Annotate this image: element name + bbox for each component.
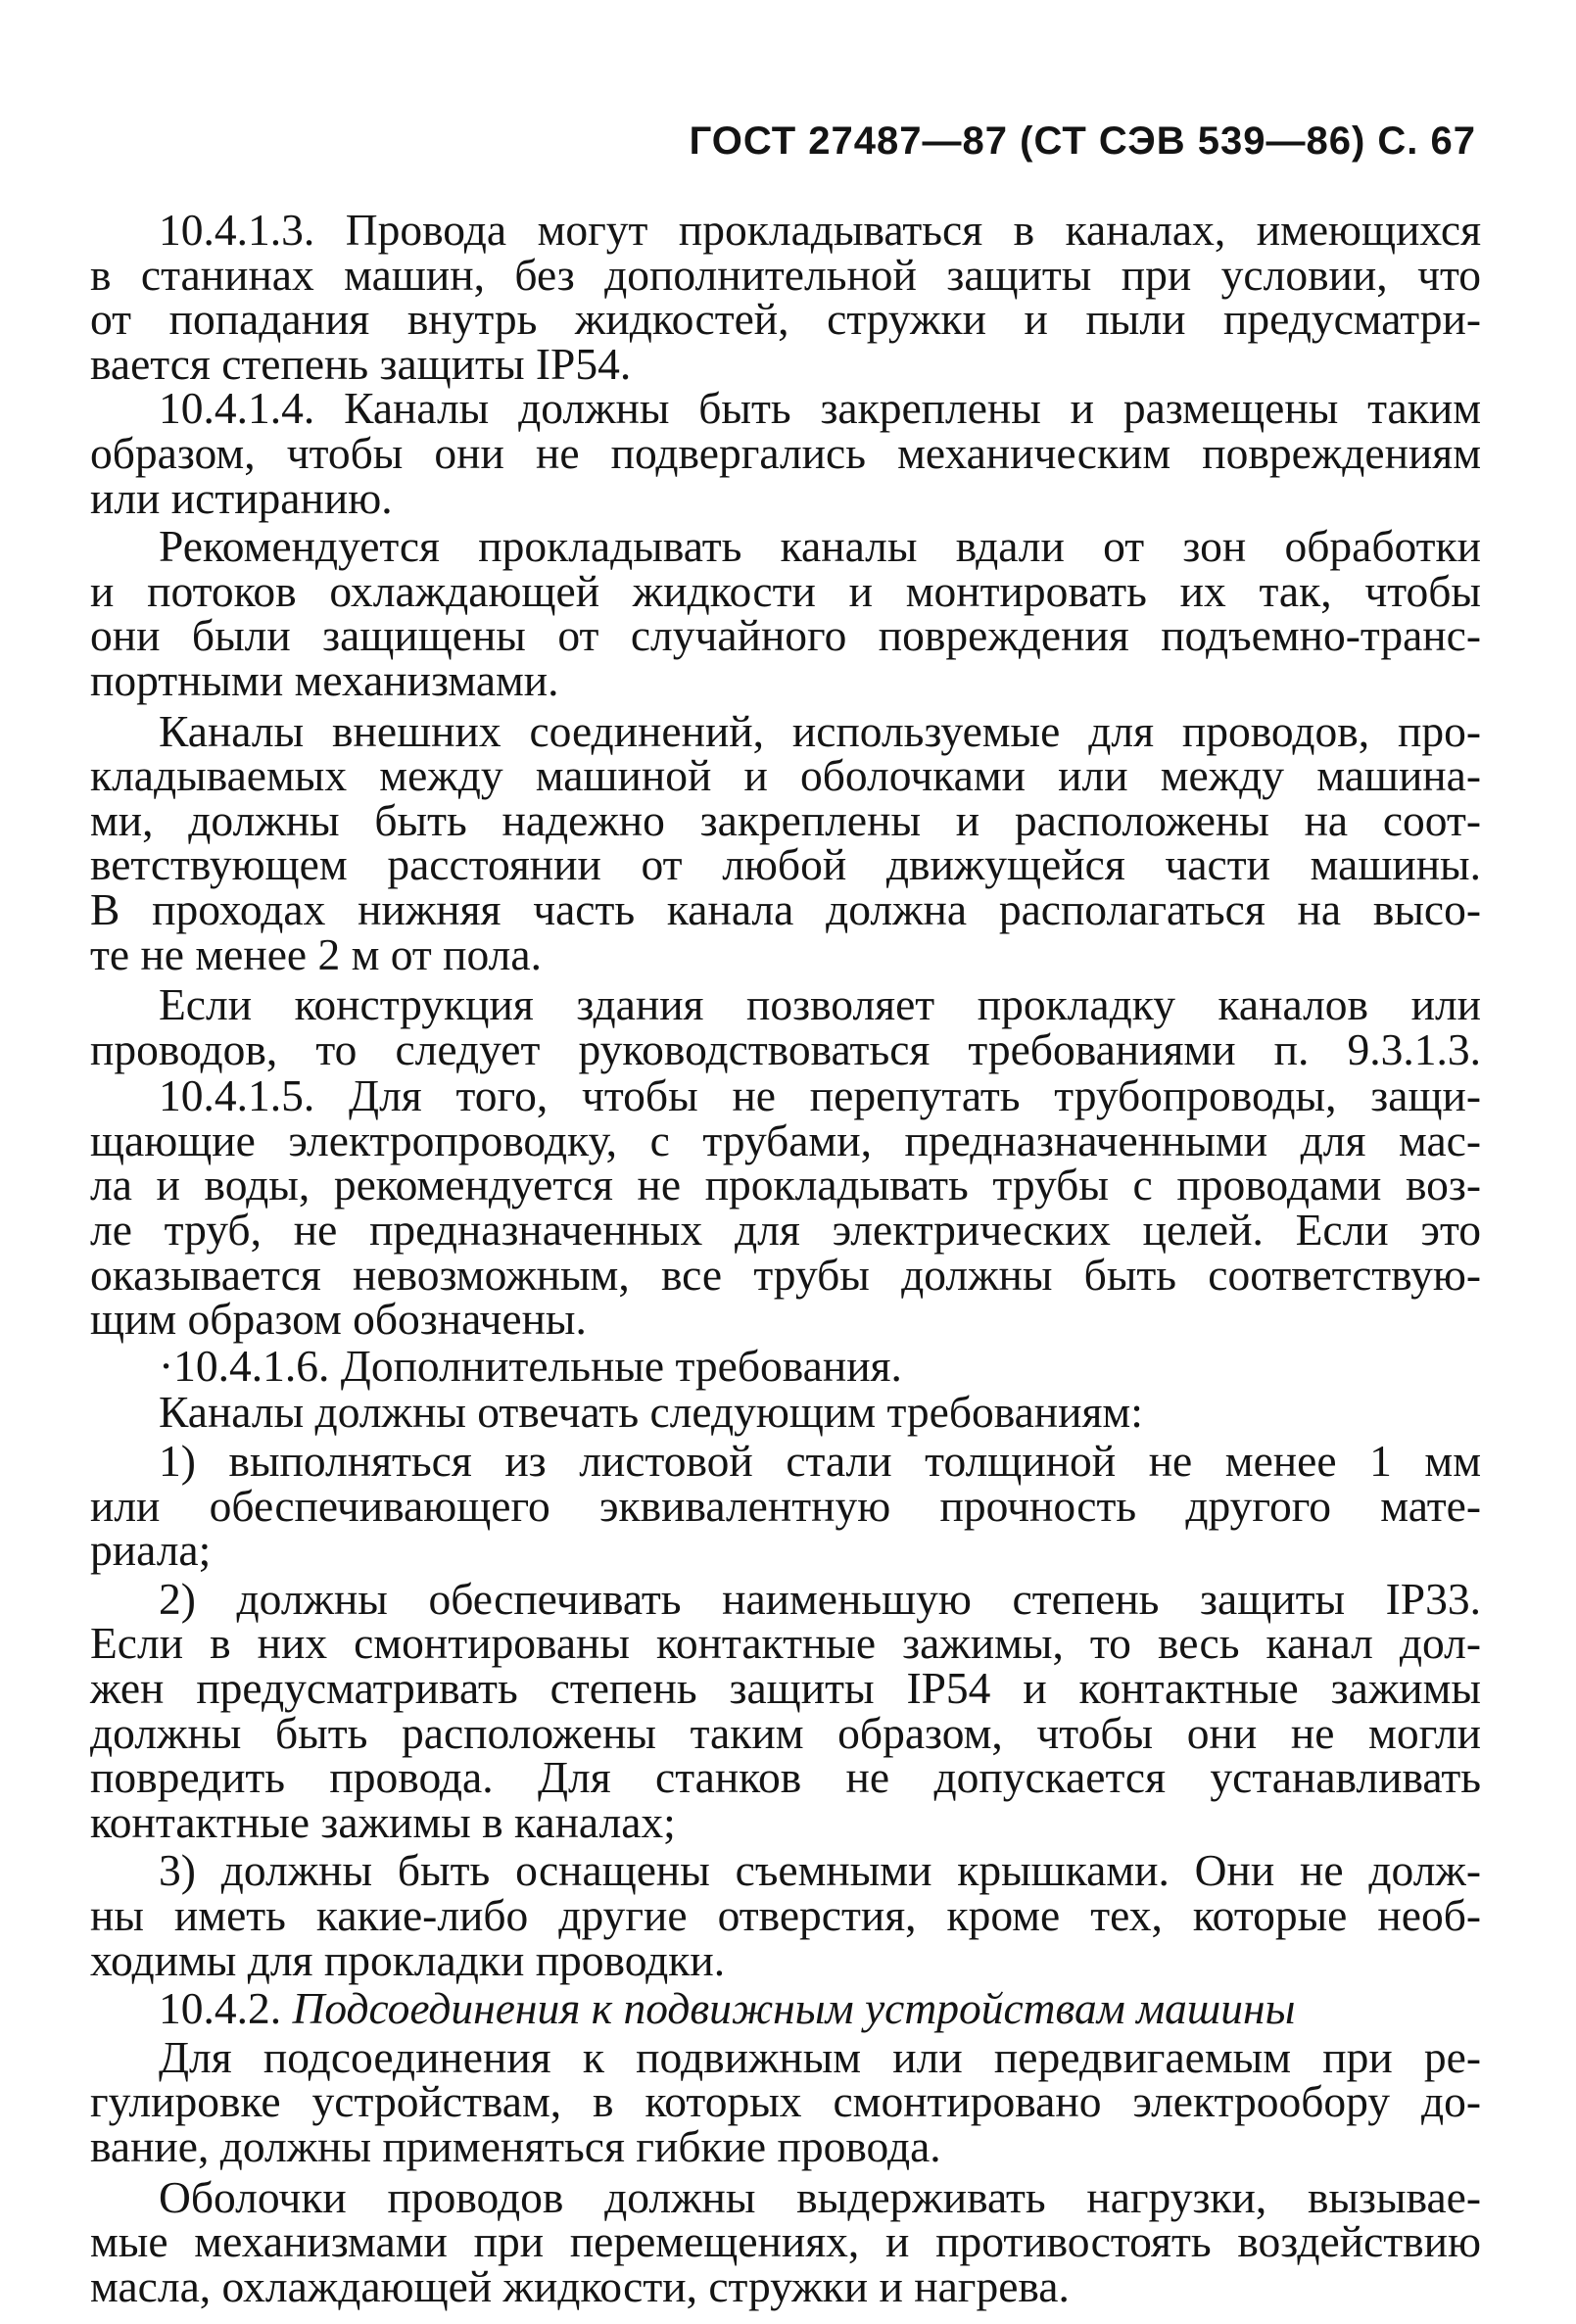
section-title-italic: Подсоединения к подвижным устройствам машины [292,1983,1296,2034]
text-line-content: щим образом обозначены. [90,1294,587,1345]
text-line-content: и потоков охлаждающей жидкости и монтировать их так, чтобы [90,565,1481,616]
text-line [90,883,1481,934]
text-line-content: масла, охлаждающей жидкости, стружки и нагрева. [90,2260,1070,2311]
text-line [90,1023,1481,1074]
text-line [90,1162,1481,1208]
text-line [90,1573,1481,1624]
text-line [90,383,1481,434]
text-line-content: Каналы должны отвечать следующим требованиям: [159,1387,1143,1438]
text-line-content: кладываемых между машиной и оболочками или между машина- [90,750,1481,801]
text-line [90,1525,1481,1576]
text-line [90,472,1481,523]
text-line-content: или истиранию. [90,472,393,523]
text-line-content: Каналы внешних соединений, используемые для проводов, про- [159,705,1481,756]
text-line-content: те не менее 2 м от пола. [90,928,542,979]
text-line [90,1387,1481,1438]
text-line [90,654,1481,705]
text-line [90,1340,1481,1391]
text-line [90,521,1481,572]
text-line-content: ветствующем расстоянии от любой движущейся части машины. [90,839,1481,890]
text-line-content: В проходах нижняя часть канала должна располагаться на высо- [90,883,1481,934]
text-line [90,1752,1481,1803]
text-line [90,1663,1481,1713]
text-line [90,338,1481,389]
text-line [90,750,1481,801]
text-line [90,1796,1481,1847]
text-line-content: вание, должны применяться гибкие провода. [90,2120,941,2171]
text-line [90,1983,1481,2034]
text-line [90,1294,1481,1345]
text-line [90,794,1481,845]
text-line-content: образом, чтобы они не подвергались механическим повреждениям [90,427,1481,478]
text-line [90,1934,1481,1985]
page-header: ГОСТ 27487—87 (СТ СЭВ 539—86) С. 67 [689,119,1476,163]
text-line-content: ны иметь какие-либо другие отверстия, кроме тех, которые необ- [90,1889,1481,1940]
text-line [90,610,1481,661]
text-line-content: 1) выполняться из листовой стали толщиной не менее 1 мм [159,1436,1481,1487]
text-line-content: повредить провода. Для станков не допускается устанавливать [90,1752,1481,1803]
text-line-content: или обеспечивающего эквивалентную прочность другого мате- [90,1480,1481,1531]
text-line [90,1845,1481,1896]
text-line [90,928,1481,979]
text-line-content: 10.4.1.4. Каналы должны быть закреплены и размещены таким [159,383,1481,434]
text-line [90,2260,1481,2311]
text-line-content: от попадания внутрь жидкостей, стружки и пыли предусматри- [90,294,1481,345]
text-line [90,1618,1481,1669]
text-line [90,2171,1481,2222]
text-line [90,705,1481,756]
text-line-content: ми, должны быть надежно закреплены и расположены на соот- [90,794,1481,845]
text-line-content: они были защищены от случайного повреждения подъемно-транс- [90,610,1481,661]
body-text [90,205,1481,2311]
text-line-content: контактные зажимы в каналах; [90,1796,676,1847]
text-line [90,565,1481,616]
text-line [90,294,1481,345]
text-line [90,1889,1481,1940]
text-line-content: должны быть расположены таким образом, чтобы они не могли [90,1707,1481,1758]
text-line-content: 10.4.1.3. Провода могут прокладываться в каналах, имеющихся [159,205,1481,255]
text-line-content: 3) должны быть оснащены съемными крышками. Они не долж- [159,1845,1481,1896]
text-line-content: 10.4.1.5. Для того, чтобы не перепутать трубопроводы, защи- [159,1070,1481,1121]
text-line-content: Если конструкция здания позволяет прокладку каналов или [159,979,1481,1030]
text-line [90,427,1481,478]
text-line-content: 10.4.2. [159,1983,293,2034]
text-line-content: гулировке устройствам, в которых смонтировано электрообору до- [90,2076,1481,2127]
text-line-content: Рекомендуется прокладывать каналы вдали от зон обработки [159,521,1481,572]
text-line [90,2076,1481,2127]
text-line [90,1070,1481,1121]
text-line [90,1707,1481,1758]
text-line [90,1436,1481,1487]
text-line-content: щающие электропроводку, с трубами, предназначенными для мас- [90,1115,1481,1165]
text-line [90,2031,1481,2082]
text-line-content: оказывается невозможным, все трубы должны быть соответствую- [90,1249,1481,1300]
text-line-content: жен предусматривать степень защиты IP54 и контактные зажимы [90,1663,1481,1713]
text-line [90,839,1481,890]
text-line-content: ·10.4.1.6. Дополнительные требования. [159,1340,902,1391]
text-line [90,249,1481,300]
text-line-content: ходимы для прокладки проводки. [90,1934,726,1985]
text-line [90,1249,1481,1300]
text-line [90,2120,1481,2171]
text-line [90,1205,1481,1256]
text-line-content: портными механизмами. [90,654,559,705]
text-line [90,2216,1481,2267]
text-line-content: ла и воды, рекомендуется не прокладывать трубы с проводами воз- [90,1160,1481,1210]
text-line-content: Если в них смонтированы контактные зажимы, то весь канал дол- [90,1618,1481,1669]
text-line [90,1115,1481,1165]
text-line [90,1480,1481,1531]
text-line-content: Оболочки проводов должны выдерживать нагрузки, вызывае- [159,2171,1481,2222]
text-line-content: 2) должны обеспечивать наименьшую степень защиты IP33. [159,1573,1481,1624]
text-line-content: мые механизмами при перемещениях, и противостоять воздействию [90,2216,1481,2267]
text-line-content: проводов, то следует руководствоваться требованиями п. 9.3.1.3. [90,1023,1481,1074]
text-line-content: Для подсоединения к подвижным или передвигаемым при ре- [159,2031,1481,2082]
text-line-content: ле труб, не предназначенных для электрических целей. Если это [90,1205,1481,1256]
text-line-content: в станинах машин, без дополнительной защиты при условии, что [90,249,1481,300]
text-line [90,205,1481,255]
text-line-content: вается степень защиты IP54. [90,338,632,389]
text-line [90,979,1481,1030]
text-line-content: риала; [90,1525,212,1576]
